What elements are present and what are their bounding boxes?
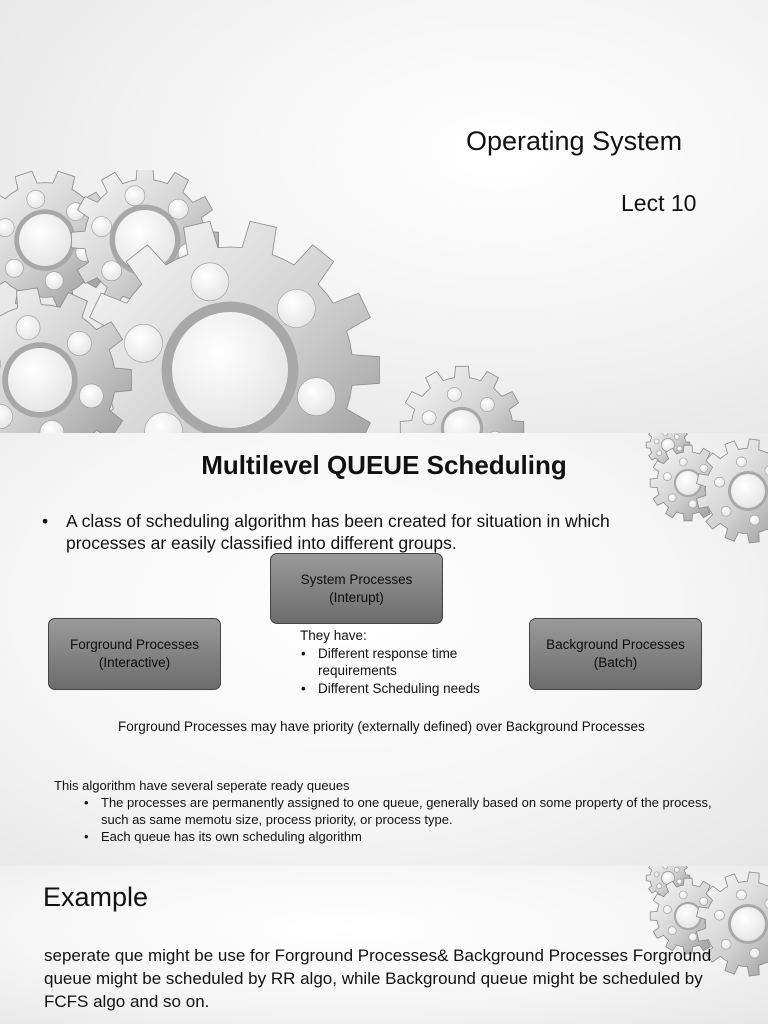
gear-hub — [19, 214, 71, 266]
gear-hole — [16, 316, 40, 340]
gear-hole — [298, 378, 336, 416]
gear-cluster-icon — [0, 170, 540, 433]
gear-hole — [750, 948, 760, 958]
gear-hole — [668, 494, 676, 502]
algorithm-notes — [54, 777, 734, 845]
main-bullet — [42, 510, 682, 554]
gear-hole — [663, 866, 668, 869]
slide-subtitle: Lect 10 — [621, 190, 697, 216]
box-label: Forground Processes — [69, 637, 200, 652]
gear-hole — [654, 872, 659, 877]
system-processes-box — [270, 553, 443, 624]
gear-hole — [674, 434, 679, 439]
gear-hole — [422, 411, 436, 425]
gear-hole — [654, 439, 659, 444]
bullet-marker: • — [42, 511, 49, 531]
gear-hole — [125, 186, 145, 206]
gear-hole — [92, 217, 112, 237]
gear-hole — [125, 324, 163, 362]
gear-hole — [700, 897, 708, 905]
list-item: • Each queue has its own scheduling algorithm — [101, 828, 734, 845]
box-label: Background Processes — [546, 637, 685, 652]
gear-hole — [663, 906, 671, 914]
gear-hole — [79, 384, 103, 408]
bullet-text: A class of scheduling algorithm has been created for situation in which processes ar easily classified into different groups. — [66, 511, 610, 553]
gear-hole — [750, 515, 760, 525]
gear-hole — [715, 910, 725, 920]
gear-hole — [480, 398, 494, 412]
gear-hole — [45, 272, 63, 290]
gear-hole — [721, 506, 731, 516]
gear-hole — [689, 933, 697, 941]
foreground-processes-box — [48, 618, 221, 690]
gear-hole — [689, 500, 697, 508]
gear-hole — [191, 263, 229, 301]
slide-title: Example — [43, 882, 149, 912]
example-body: seperate que might be use for Forground Processes& Background Processes Forground queue might be scheduled by RR algo, while Background queue might be scheduled by FCFS algo and so on. — [44, 946, 712, 1011]
background-processes-box — [529, 618, 702, 690]
they-have-heading: They have: — [300, 628, 367, 643]
gear-hole — [663, 433, 668, 436]
box-sublabel: (Interactive) — [98, 655, 171, 670]
title-slide — [0, 0, 768, 433]
gear-hole — [736, 890, 746, 900]
gear-hole — [67, 332, 91, 356]
gear-hole — [447, 387, 461, 401]
gear-hole — [657, 884, 662, 889]
box-label: System Processes — [300, 571, 413, 587]
gear-hub — [172, 312, 288, 428]
list-item: • Different Scheduling needs — [318, 680, 500, 698]
slide-title: Operating System — [466, 126, 683, 156]
list-item: • The processes are permanently assigned to one queue, generally based on some property of the process, such as same memotu size, process priority, or process type. — [101, 794, 734, 828]
gear-hole — [102, 261, 122, 281]
gear-hole — [277, 290, 315, 328]
gear-hub — [731, 907, 765, 941]
box-sublabel: (Batch) — [593, 655, 638, 670]
priority-note: Forground Processes may have priority (externally defined) over Background Processes — [118, 719, 645, 734]
gear-hole — [674, 867, 679, 872]
gear-hole — [679, 891, 687, 899]
list-item: • Different response time requirements — [318, 645, 500, 680]
slide-title: Multilevel QUEUE Scheduling — [201, 450, 567, 480]
gear-hole — [5, 259, 23, 277]
gear-hole — [27, 190, 45, 208]
gear-hole — [668, 927, 676, 935]
gear-hole — [677, 879, 682, 884]
algorithm-intro: This algorithm have several seperate ready queues — [54, 778, 350, 793]
gear-hub — [8, 348, 72, 412]
they-have-list — [300, 627, 500, 697]
gear-hole — [168, 199, 188, 219]
example-slide — [0, 866, 768, 1024]
scheduling-slide — [0, 433, 768, 866]
box-sublabel: (Interupt) — [329, 589, 384, 605]
